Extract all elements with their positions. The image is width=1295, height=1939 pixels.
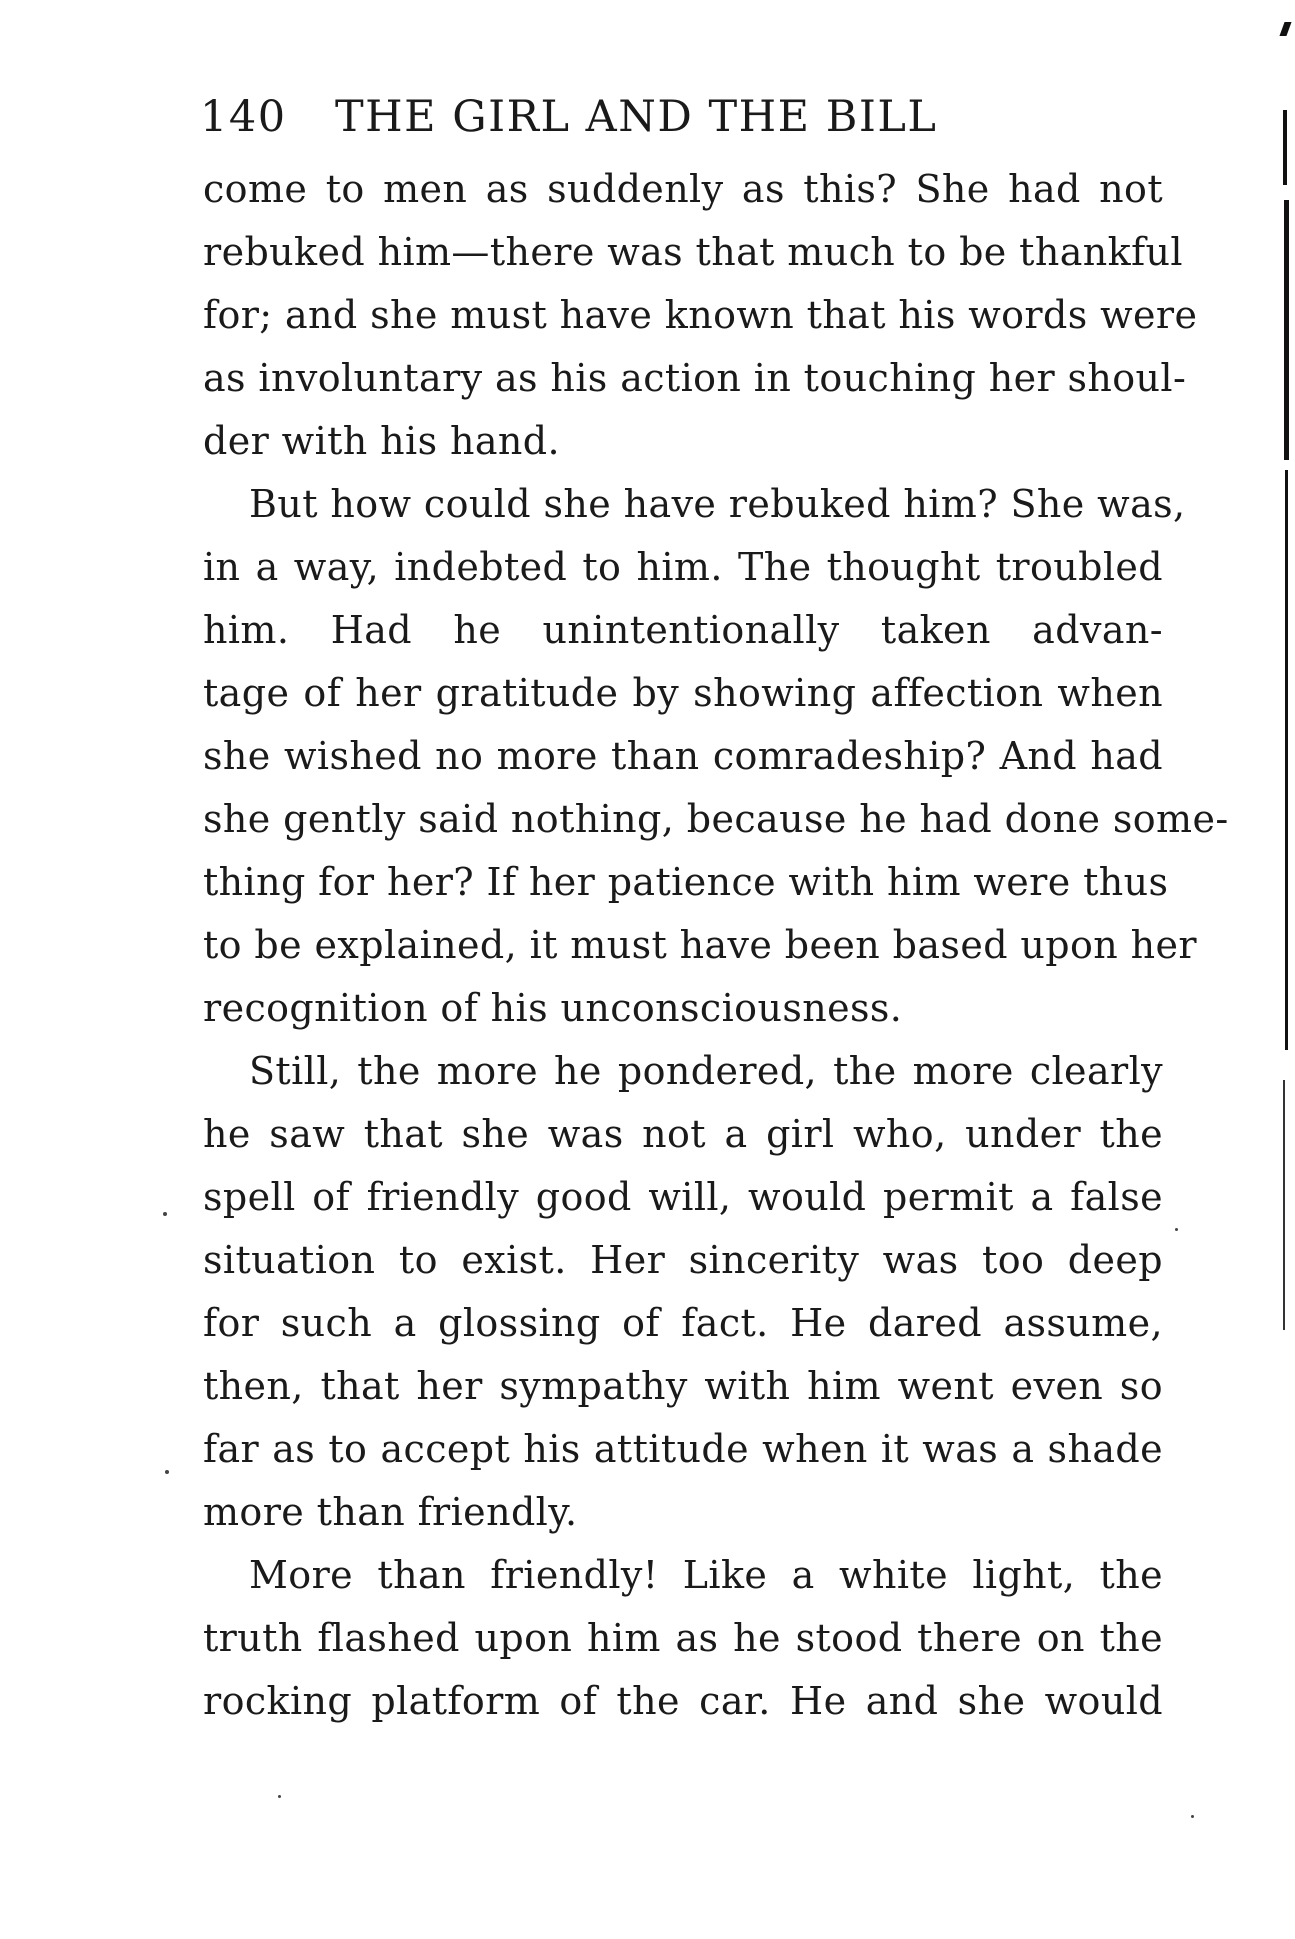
paragraph-2 — [203, 473, 1229, 1040]
scan-speck — [1175, 1228, 1178, 1231]
scan-edge-mark — [1279, 22, 1291, 36]
running-header — [200, 92, 1160, 142]
paragraph-1 — [203, 158, 1198, 473]
text-line: truth flashed upon him as he stood there on the — [203, 1616, 1163, 1660]
scan-edge-mark — [1285, 470, 1288, 1050]
text-line: he saw that she was not a girl who, under the — [203, 1112, 1163, 1156]
text-line: as involuntary as his action in touching her shoul- — [203, 356, 1187, 400]
text-line: she gently said nothing, because he had done some- — [203, 797, 1229, 841]
page-number: 140 — [200, 92, 287, 142]
text-line: more than friendly. — [203, 1490, 578, 1534]
text-line: tage of her gratitude by showing affection when — [203, 671, 1163, 715]
scan-edge-mark — [1283, 110, 1287, 185]
text-line: rebuked him—there was that much to be thankful — [203, 230, 1183, 274]
scan-speck — [163, 1212, 167, 1216]
scan-edge-mark — [1283, 1080, 1285, 1330]
text-line: rocking platform of the car. He and she would — [203, 1679, 1163, 1723]
text-line: far as to accept his attitude when it was a shade — [203, 1427, 1163, 1471]
scan-speck — [165, 1470, 169, 1474]
text-line: then, that her sympathy with him went even so — [203, 1364, 1163, 1408]
text-line: to be explained, it must have been based upon her — [203, 923, 1197, 967]
paragraph-4 — [203, 1544, 1163, 1733]
text-line: der with his hand. — [203, 419, 560, 463]
scan-speck — [1191, 1815, 1194, 1818]
text-line: she wished no more than comradeship? And had — [203, 734, 1163, 778]
scan-edge-mark — [1284, 200, 1289, 460]
running-title: THE GIRL AND THE BILL — [335, 92, 938, 142]
paragraph-3 — [203, 1040, 1163, 1544]
body-text — [203, 158, 1229, 1733]
text-line: recognition of his unconsciousness. — [203, 986, 903, 1030]
text-line: come to men as suddenly as this? She had not — [203, 167, 1163, 211]
text-line: him. Had he unintentionally taken advan- — [203, 608, 1163, 652]
scan-speck — [278, 1795, 281, 1798]
text-line: Still, the more he pondered, the more clearly — [249, 1049, 1163, 1093]
text-line: But how could she have rebuked him? She was, — [249, 482, 1186, 526]
text-line: More than friendly! Like a white light, the — [249, 1553, 1163, 1597]
text-line: in a way, indebted to him. The thought troubled — [203, 545, 1163, 589]
text-line: spell of friendly good will, would permit a false — [203, 1175, 1163, 1219]
text-line: for; and she must have known that his words were — [203, 293, 1198, 337]
text-line: thing for her? If her patience with him were thus — [203, 860, 1169, 904]
text-line: for such a glossing of fact. He dared assume, — [203, 1301, 1163, 1345]
text-line: situation to exist. Her sincerity was too deep — [203, 1238, 1163, 1282]
